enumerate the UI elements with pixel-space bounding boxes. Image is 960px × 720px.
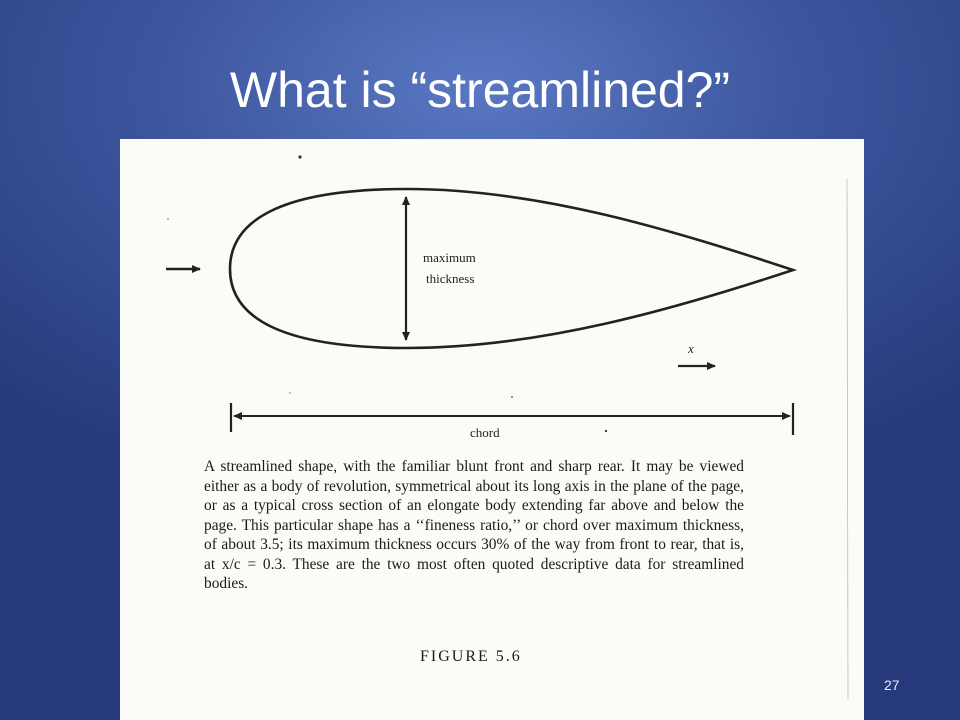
thickness-label-line1: maximum [423, 250, 476, 265]
scanned-figure [120, 139, 864, 720]
x-axis-label: x [688, 341, 694, 356]
chord-label: chord [470, 425, 500, 440]
thickness-label-line2: thickness [426, 271, 475, 286]
slide-number: 27 [884, 677, 900, 693]
figure-caption: A streamlined shape, with the familiar blunt front and sharp rear. It may be viewed either as a body of revolution, symmetrical about its long axis in the plane of the page, or as a typical cross section of an elongate body extending far above and below the page. This particular shape has a ‘‘fineness ratio,’’ or chord over maximum thickness, of about 3.5; its maximum thickness occurs 30% of the way from front to rear, that is, at x/c = 0.3. These are the two most often quoted descriptive data for streamlined bodies. [204, 458, 744, 592]
streamlined-shape [230, 189, 793, 348]
scan-edge-line [847, 179, 848, 699]
figure-label: FIGURE 5.6 [420, 648, 522, 665]
slide-title: What is “streamlined?” [229, 62, 731, 118]
streamline-diagram [120, 139, 864, 720]
